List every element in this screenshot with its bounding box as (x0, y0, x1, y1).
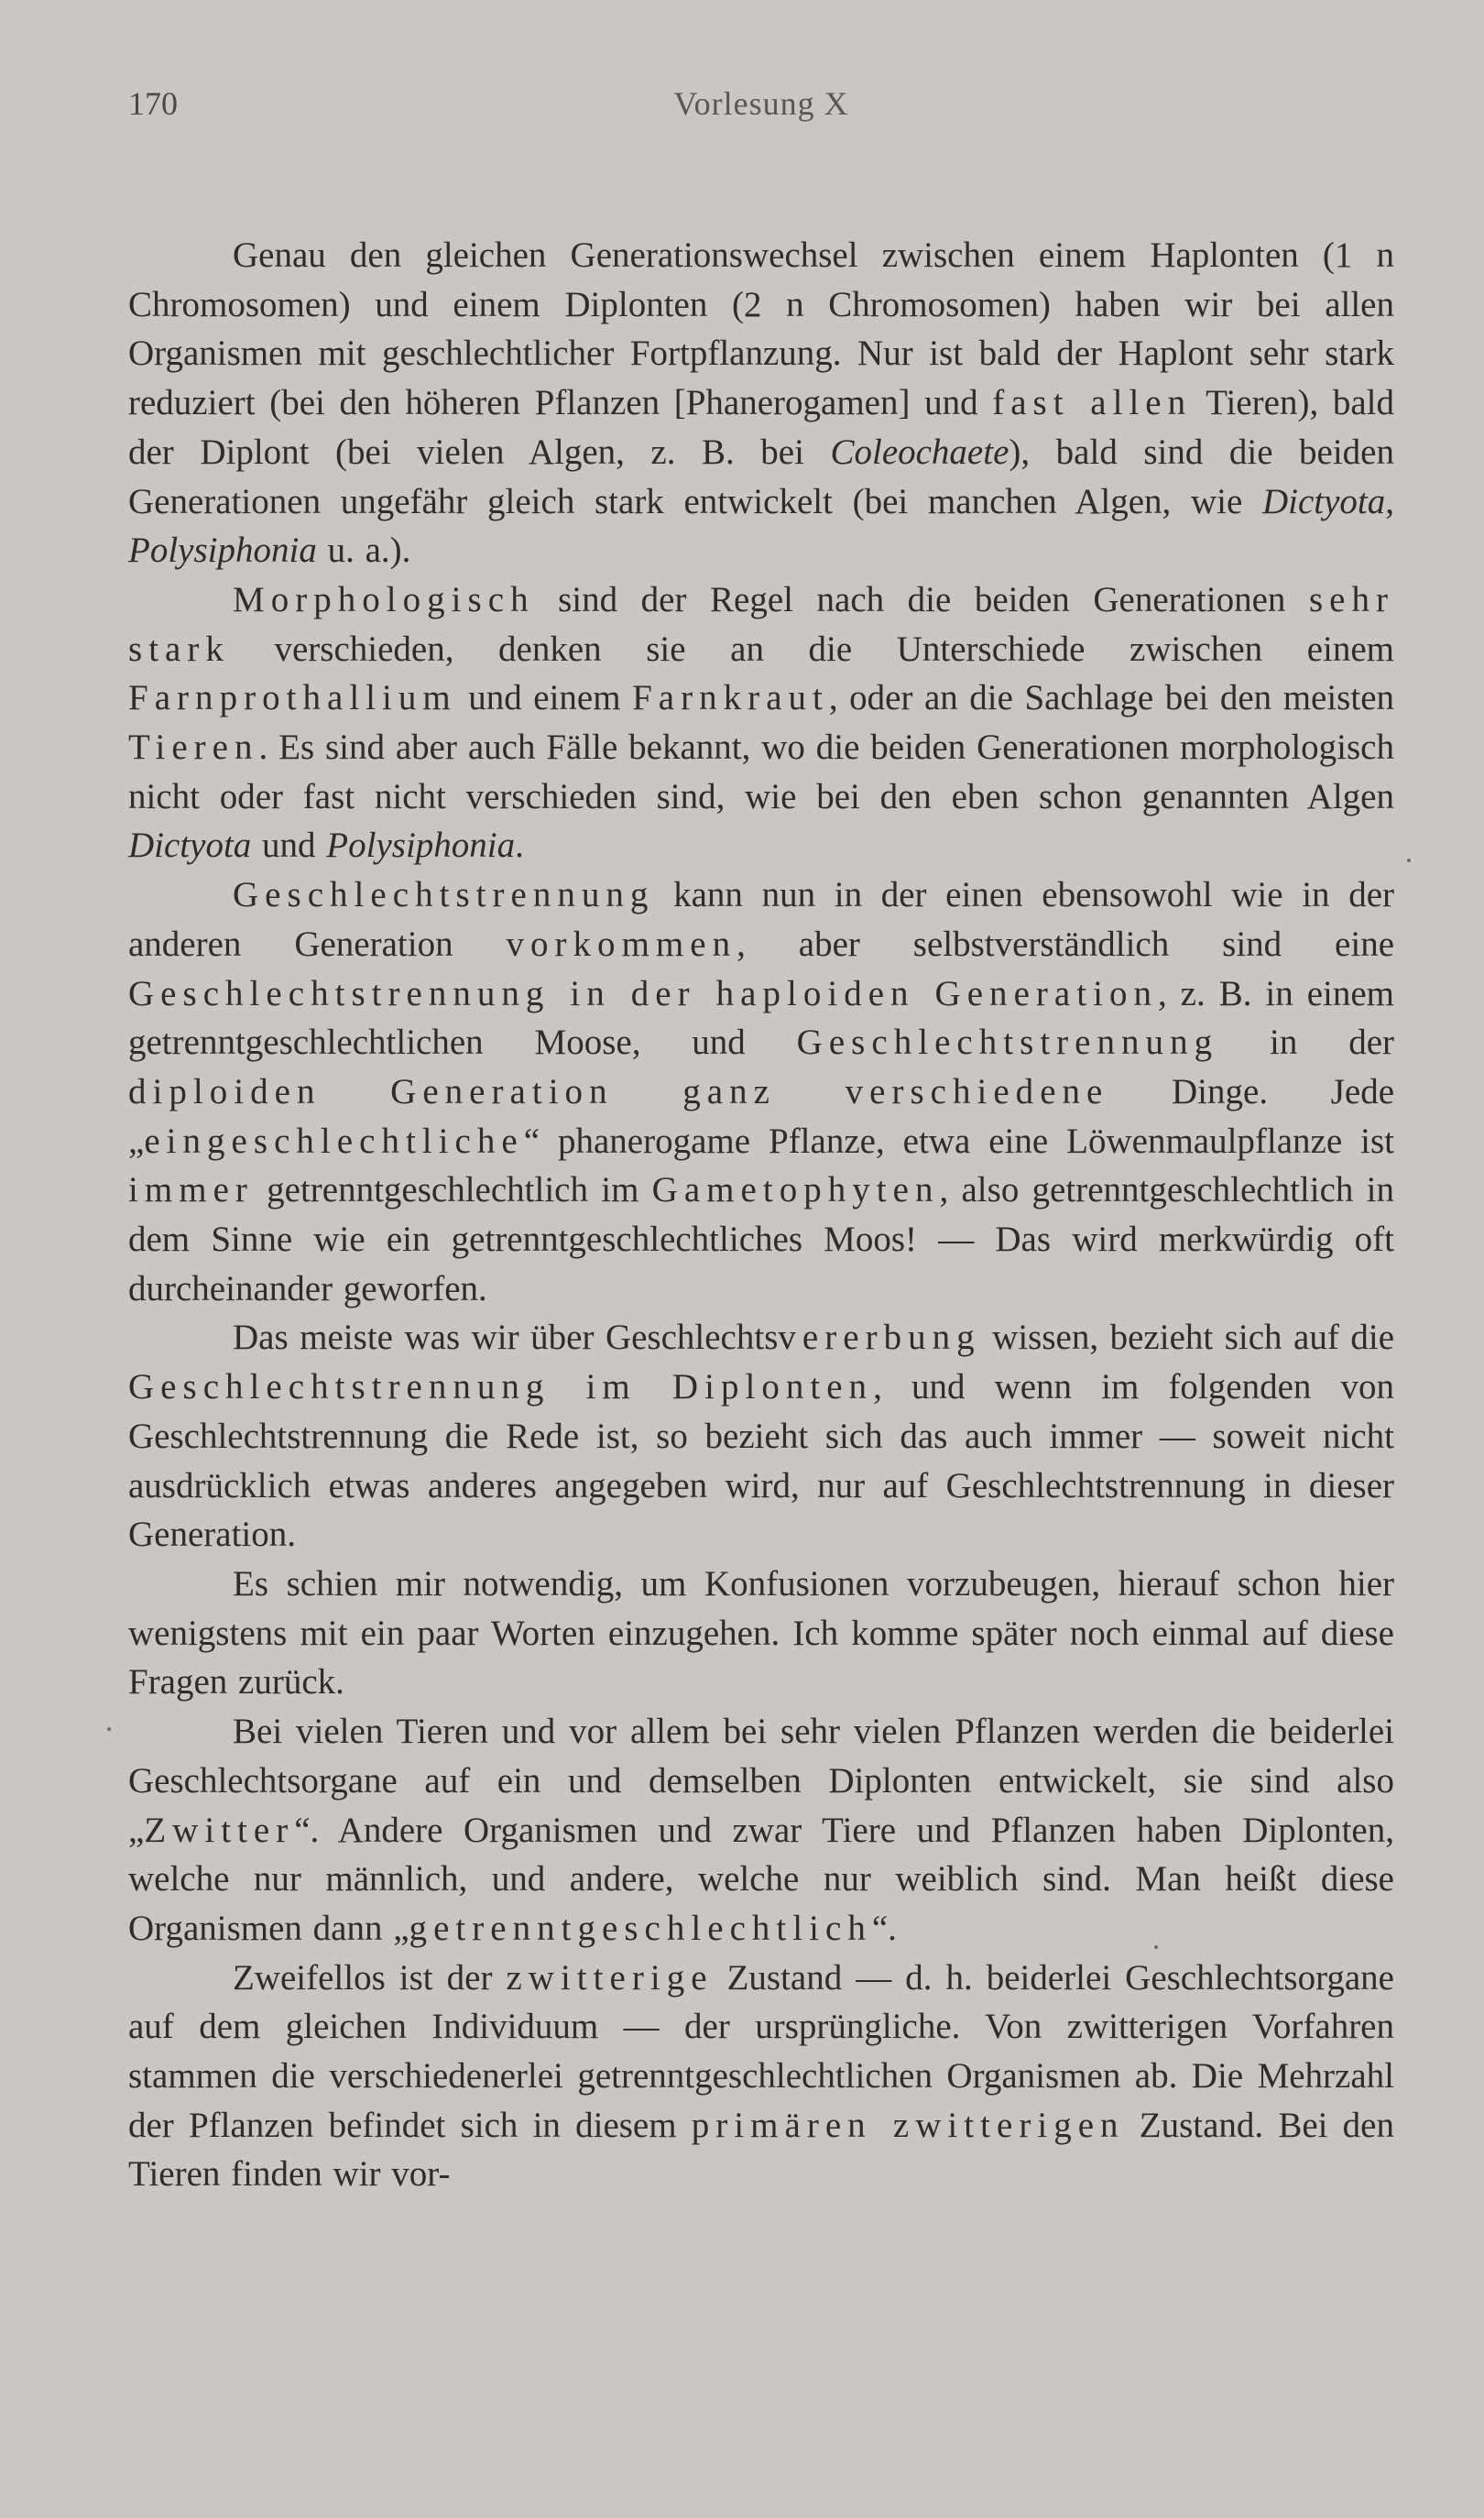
emphasized-text: Zwitter (144, 1810, 295, 1850)
text-run: Zweifellos ist der (233, 1957, 507, 1998)
text-run: Zustand. Bei den Tieren finden wir vor- (128, 2105, 1394, 2195)
text-run: , z. B. in einem getrenntgeschlechtlichen Moose, und (128, 973, 1394, 1063)
emphasized-text: Geschlechtstrennung (796, 1023, 1219, 1063)
text-run: Zustand — d. h. beiderlei Geschlechtsorgane auf dem gleichen Individuum — der ursprüngliche. Von zwitterigen Vorfahren stammen die verschiedenerlei getrenntgeschlechtlichen Organismen ab. Die Mehrzahl der Pflanzen befindet sich in diesem (128, 1957, 1394, 2145)
paragraph-geschlechtsvererbung (128, 1313, 1394, 1560)
paper-speck (1407, 859, 1411, 862)
text-run: Dinge. Jede „ (128, 1071, 1395, 1161)
emphasized-text: Geschlechtstrennung (233, 875, 655, 915)
italic-term: Polysiphonia (326, 826, 516, 866)
text-run: getrenntgeschlechtlich im (253, 1170, 652, 1210)
text-run: , oder an die Sachlage bei den meisten (828, 678, 1394, 718)
running-title: Vorlesung X (673, 85, 849, 122)
text-run: , also getrenntgeschlechtlich in dem Sinne wie ein getrenntgeschlechtliches Moos! — Das wird merkwürdig oft durcheinander geworfen. (128, 1170, 1394, 1308)
text-run: wissen, bezieht sich auf die (980, 1318, 1395, 1358)
emphasized-text: getrenntgeschlechtlich (409, 1908, 872, 1948)
paper-speck (107, 1727, 111, 1731)
emphasized-text: Morphologisch (233, 579, 535, 619)
italic-term: Coleochaete (830, 432, 1009, 472)
text-run: “ phanerogame Pflanze, etwa eine Löwenmaulpflanze ist (523, 1121, 1394, 1161)
text-run: “. (871, 1908, 897, 1948)
text-run: in der (1218, 1023, 1394, 1063)
paragraph-geschlechtstrennung (128, 870, 1394, 1313)
text-run: . (515, 826, 524, 866)
text-run: und einem (456, 678, 633, 718)
text-run: Es schien mir notwendig, um Konfusionen vorzubeugen, hierauf schon hier wenigstens mit ein paar Worten einzugehen. Ich komme später noch einmal auf diese Fragen zurück. (128, 1563, 1394, 1702)
body-text (128, 231, 1394, 2199)
text-run: sind der Regel nach die beiden Generationen (534, 579, 1309, 619)
text-run: , und wenn im folgenden von Geschlechtstrennung die Rede ist, so bezieht sich das auch immer — soweit nicht ausdrücklich etwas anderes angegeben wird, nur auf Geschlechtstrennung in dieser Generation. (128, 1367, 1395, 1555)
emphasized-text: Tieren (128, 728, 259, 768)
text-run: Tieren), bald der Diplont (bei vielen Algen, z. B. bei (128, 383, 1394, 472)
paper-speck (1154, 1945, 1158, 1949)
paragraph-morphologisch (128, 575, 1394, 870)
emphasized-text: vererbung (778, 1318, 981, 1358)
text-run: verschieden, denken sie an die Unterschiede zwischen einem (229, 629, 1394, 669)
paragraph-konfusionen (128, 1560, 1394, 1707)
italic-term: Dictyota (128, 826, 252, 866)
text-run: Genau den gleichen Generationswechsel zwischen einem Haplonten (1 n Chromosomen) und einem Diplonten (2 n Chromosomen) haben wir bei allen Organismen mit geschlechtlicher Fortpflanzung. Nur ist bald der Haplont sehr stark reduziert (bei den höheren Pflanzen [Phanerogamen] und (128, 235, 1394, 423)
text-run: “. Andere Organismen und zwar Tiere und Pflanzen haben Diplonten, welche nur männlich, und andere, welche nur weiblich sind. Man heißt diese Organismen dann „ (128, 1810, 1394, 1948)
running-head (128, 75, 1394, 130)
paragraph-zwitteriger-zustand (128, 1954, 1394, 2200)
emphasized-text: primären zwitterigen (691, 2105, 1125, 2145)
text-run: . Es sind aber auch Fälle bekannt, wo die beiden Generationen morphologisch nicht oder fast nicht verschieden sind, wie bei den eben schon genannten Algen (128, 728, 1394, 816)
text-run: u. a.). (316, 531, 411, 571)
emphasized-text: Farnkraut (632, 678, 829, 718)
text-run: kann nun in der einen ebensowohl wie in der anderen Generation (128, 875, 1394, 964)
text-run: , aber selbstverständlich sind eine (737, 924, 1395, 964)
emphasized-text: fast allen (992, 383, 1193, 423)
text-run: und (251, 826, 327, 866)
emphasized-text: zwitterige (506, 1957, 714, 1998)
emphasized-text: vorkommen (506, 924, 737, 964)
italic-term: Polysiphonia (128, 531, 317, 571)
emphasized-text: Farnprothallium (128, 678, 457, 718)
emphasized-text: Geschlechtstrennung im Diplonten (128, 1367, 874, 1407)
text-run: Bei vielen Tieren und vor allem bei sehr vielen Pflanzen werden die beiderlei Geschlechtsorgane auf ein und demselben Diplonten entwickelt, sie sind also „ (128, 1712, 1394, 1850)
italic-term: Dictyota (1261, 481, 1386, 521)
page-number: 170 (128, 85, 178, 122)
emphasized-text: immer (128, 1170, 254, 1210)
emphasized-text: Geschlechtstrennung in der haploiden Generation (128, 973, 1158, 1013)
text-run: , (1385, 481, 1394, 521)
emphasized-text: diploiden Generation ganz verschiedene (128, 1071, 1109, 1111)
paragraph-zwitter (128, 1707, 1394, 1954)
emphasized-text: sehr stark (128, 579, 1394, 669)
text-run: ), bald sind die beiden Generationen ungefähr gleich stark entwickelt (bei manchen Algen, wie (128, 432, 1394, 521)
emphasized-text: eingeschlechtliche (144, 1121, 524, 1161)
text-run: Das meiste was wir über Geschlechts (233, 1318, 779, 1358)
paragraph-generationswechsel (128, 231, 1394, 575)
emphasized-text: Gametophyten (651, 1170, 940, 1210)
